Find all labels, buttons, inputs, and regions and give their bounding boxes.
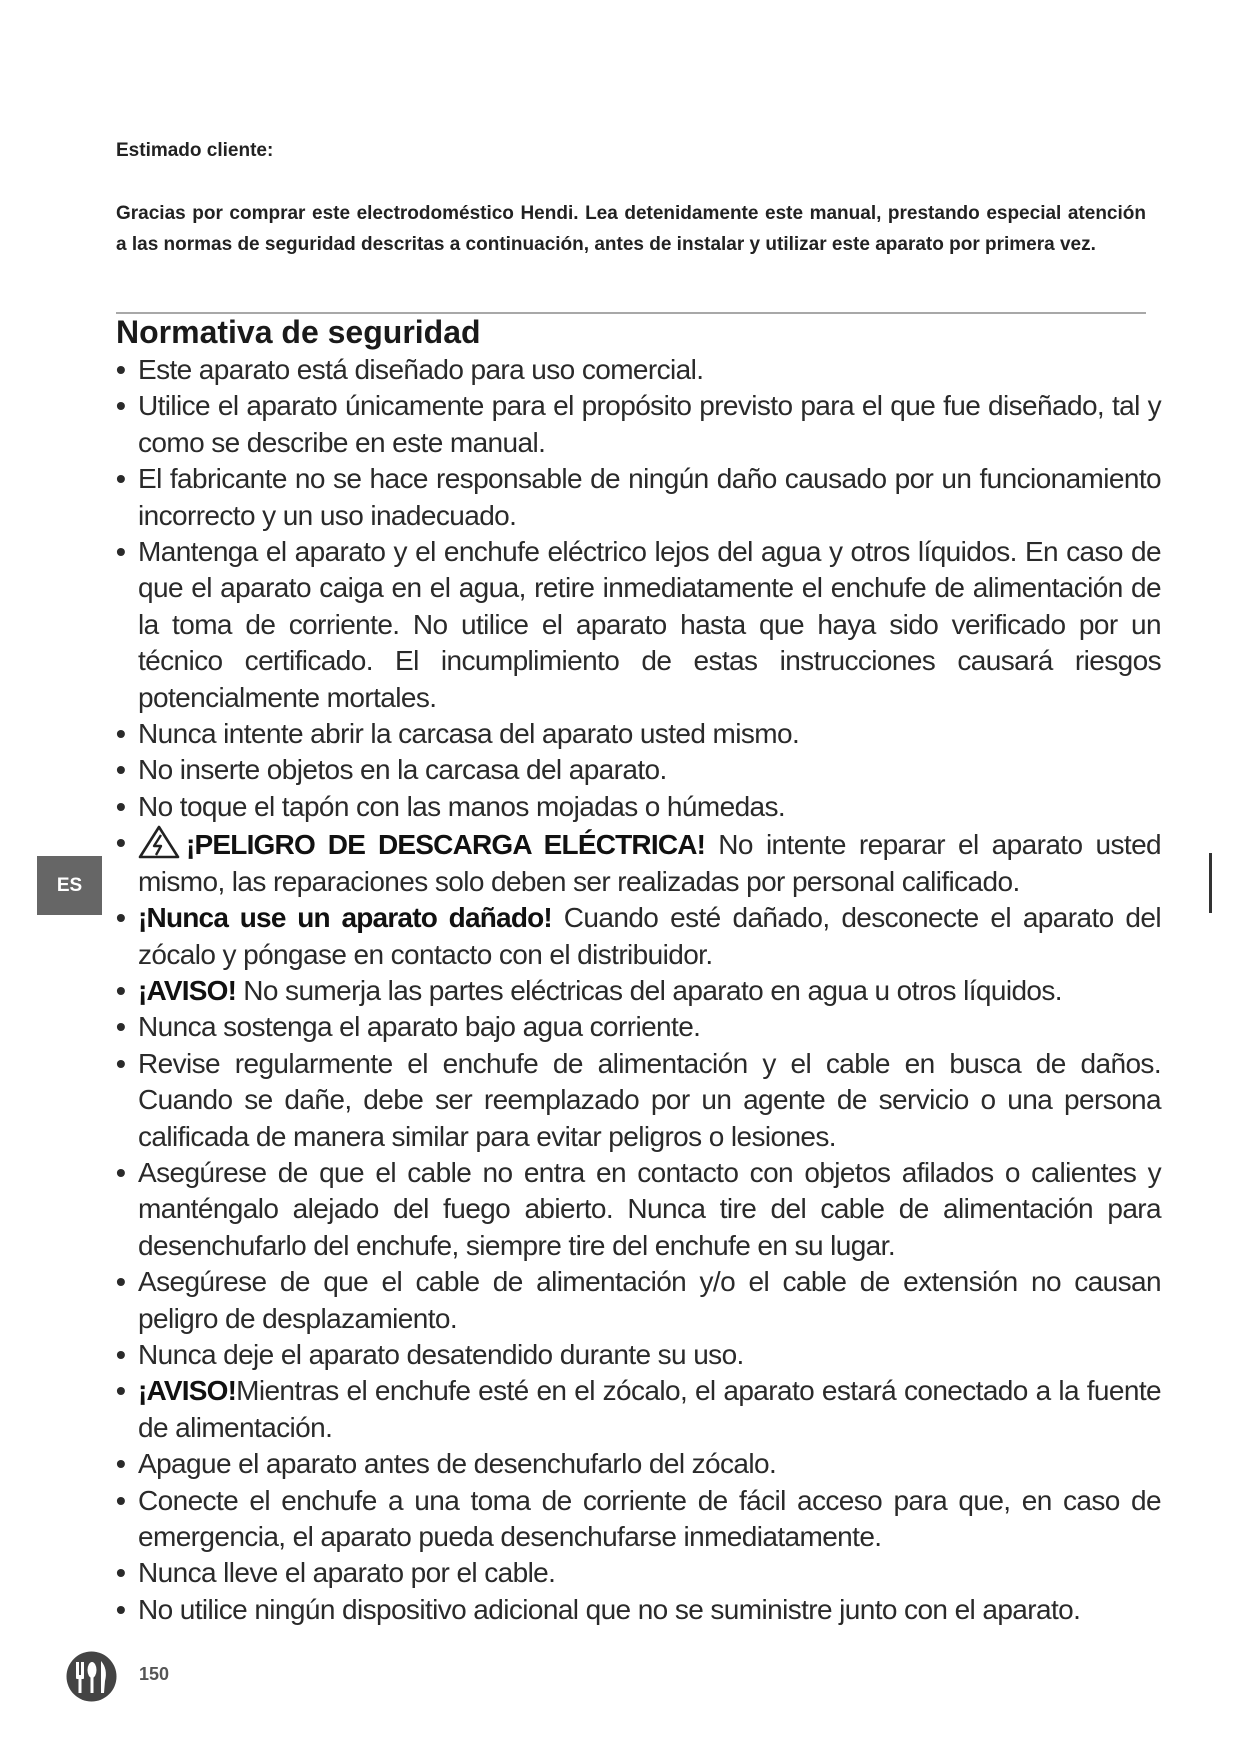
bullet: • bbox=[116, 718, 126, 750]
bullet: • bbox=[116, 1266, 126, 1298]
list-item bbox=[116, 388, 1161, 461]
bullet: • bbox=[116, 354, 126, 385]
bullet: • bbox=[116, 1557, 126, 1589]
item-text: Nunca deje el aparato desatendido durante su uso. bbox=[138, 1338, 744, 1370]
list-item bbox=[116, 900, 1161, 973]
item-text: No sumerja las partes eléctricas del aparato en agua u otros líquidos. bbox=[236, 974, 1062, 1006]
bullet: • bbox=[116, 790, 126, 822]
item-text: Este aparato está diseñado para uso comercial. bbox=[138, 354, 704, 385]
bullet: • bbox=[116, 1484, 126, 1516]
item-text: No toque el tapón con las manos mojadas o húmedas. bbox=[138, 790, 786, 822]
list-item bbox=[116, 1446, 1161, 1482]
item-text: Nunca lleve el aparato por el cable. bbox=[138, 1557, 556, 1589]
page-edge-mark bbox=[1209, 853, 1212, 913]
list-item bbox=[116, 1264, 1161, 1337]
bullet: • bbox=[116, 1011, 126, 1043]
list-item bbox=[116, 1009, 1161, 1045]
item-lead: ¡AVISO! bbox=[138, 974, 237, 1006]
bullet: • bbox=[116, 827, 126, 859]
list-item bbox=[116, 752, 1161, 788]
bullet: • bbox=[116, 1156, 126, 1188]
bullet: • bbox=[116, 754, 126, 786]
item-text: Mantenga el aparato y el enchufe eléctrico lejos del agua y otros líquidos. En caso de que el aparato caiga en el agua, retire inmediatamente el enchufe de alimentación de la toma de corriente. No utilice el aparato hasta que haya sido verificado por un técnico certificado. El incumplimiento de estas instrucciones causará riesgos potencialmente mortales. bbox=[138, 536, 1161, 713]
electric-hazard-icon bbox=[138, 825, 180, 859]
list-item bbox=[116, 1155, 1161, 1264]
item-text: No inserte objetos en la carcasa del aparato. bbox=[138, 754, 667, 786]
item-text: Utilice el aparato únicamente para el propósito previsto para el que fue diseñado, tal y como se describe en este manual. bbox=[138, 390, 1161, 458]
greeting: Estimado cliente: bbox=[116, 140, 274, 161]
list-item bbox=[116, 1373, 1161, 1446]
list-item bbox=[116, 716, 1161, 752]
bullet: • bbox=[116, 1047, 126, 1079]
page-number: 150 bbox=[139, 1664, 170, 1684]
item-text: Nunca intente abrir la carcasa del aparato usted mismo. bbox=[138, 718, 800, 750]
list-item bbox=[116, 1483, 1161, 1556]
bullet: • bbox=[116, 902, 126, 934]
list-item bbox=[116, 1337, 1161, 1373]
list-item bbox=[116, 825, 1161, 900]
item-text: El fabricante no se hace responsable de ningún daño causado por un funcionamiento incorrecto y un uso inadecuado. bbox=[138, 463, 1161, 531]
list-item bbox=[116, 1592, 1161, 1628]
item-text: No utilice ningún dispositivo adicional que no se suministre junto con el aparato. bbox=[138, 1593, 1081, 1625]
cutlery-logo-icon bbox=[66, 1651, 117, 1702]
item-lead: ¡AVISO! bbox=[138, 1375, 237, 1407]
item-text: Nunca sostenga el aparato bajo agua corriente. bbox=[138, 1011, 701, 1043]
list-item bbox=[116, 789, 1161, 825]
list-item bbox=[116, 1046, 1161, 1155]
bullet: • bbox=[116, 1593, 126, 1625]
list-item bbox=[116, 461, 1161, 534]
list-item bbox=[116, 352, 1161, 388]
bullet: • bbox=[116, 1375, 126, 1407]
safety-rules-list bbox=[116, 352, 1161, 1628]
item-text: Asegúrese de que el cable no entra en contacto con objetos afilados o calientes y manténgalo alejado del fuego abierto. Nunca tire del cable de alimentación para desenchufarlo del enchufe, siempre tire del enchufe en su lugar. bbox=[138, 1156, 1161, 1261]
bullet: • bbox=[116, 1338, 126, 1370]
item-text: Mientras el enchufe esté en el zócalo, el aparato estará conectado a la fuente de alimentación. bbox=[138, 1375, 1161, 1443]
list-item bbox=[116, 1555, 1161, 1591]
item-text: Apague el aparato antes de desenchufarlo del zócalo. bbox=[138, 1448, 777, 1480]
bullet: • bbox=[116, 974, 126, 1006]
bullet: • bbox=[116, 390, 126, 422]
language-tab: ES bbox=[37, 856, 102, 915]
item-text: Cuando esté dañado, desconecte el aparato del zócalo y póngase en contacto con el distribuidor. bbox=[138, 902, 1161, 970]
list-item bbox=[116, 973, 1161, 1009]
item-text: Revise regularmente el enchufe de alimentación y el cable en busca de daños. Cuando se dañe, debe ser reemplazado por un agente de servicio o una persona calificada de manera similar para evitar peligros o lesiones. bbox=[138, 1047, 1161, 1152]
item-lead: ¡PELIGRO DE DESCARGA ELÉCTRICA! bbox=[186, 829, 706, 861]
bullet: • bbox=[116, 536, 126, 568]
section-title: Normativa de seguridad bbox=[116, 314, 481, 350]
item-lead: ¡Nunca use un aparato dañado! bbox=[138, 902, 552, 934]
bullet: • bbox=[116, 1448, 126, 1480]
item-text: Asegúrese de que el cable de alimentación y/o el cable de extensión no causan peligro de desplazamiento. bbox=[138, 1266, 1161, 1334]
item-text: No intente reparar el aparato usted mismo, las reparaciones solo deben ser realizadas por personal calificado. bbox=[138, 829, 1162, 897]
intro-paragraph: Gracias por comprar este electrodoméstico Hendi. Lea detenidamente este manual, prestando especial atención a las normas de seguridad descritas a continuación, antes de instalar y utilizar este aparato por primera vez. bbox=[116, 203, 1146, 255]
list-item bbox=[116, 534, 1161, 716]
bullet: • bbox=[116, 463, 126, 495]
item-text: Conecte el enchufe a una toma de corriente de fácil acceso para que, en caso de emergencia, el aparato pueda desenchufarse inmediatamente. bbox=[138, 1484, 1161, 1552]
